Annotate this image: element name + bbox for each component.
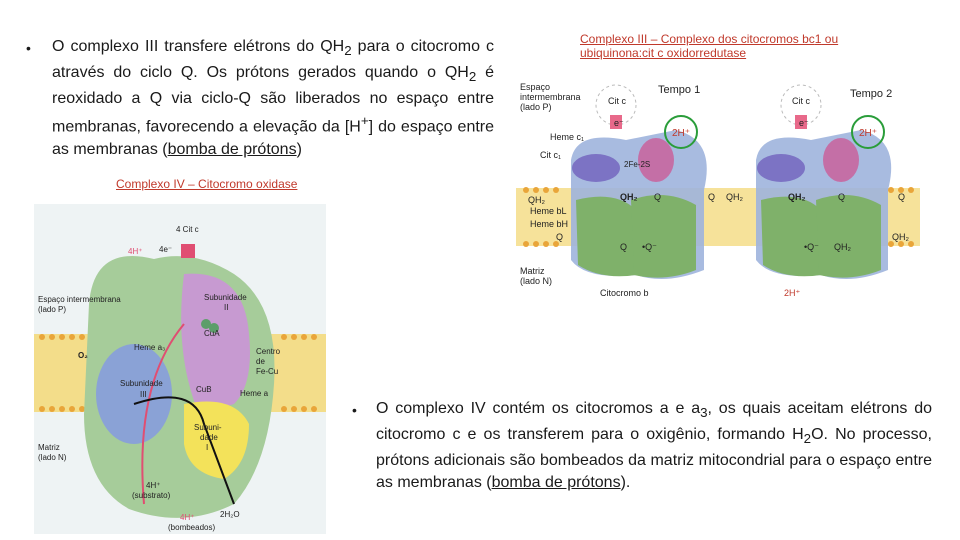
paragraph-complexo-iv: O complexo IV contém os citocromos a e $a_3$, os quais aceitam elétrons do citocromo c e os transferem para o oxigênio, formando $H_2O$. No processo, prótons adicionais são bombeados da matriz mitocondrial para o espaço entre as membranas (bomba de prótons). — [376, 400, 933, 492]
label-tempo-1: Tempo 1 — [658, 84, 701, 96]
label-centro-1: Centro — [256, 347, 281, 356]
label-bombeados-1: 4H⁺ — [180, 513, 195, 522]
label-qh2-c2: QH₂ — [788, 192, 806, 202]
label-2h-1: 2H⁺ — [672, 128, 691, 139]
label-matriz-1: Matriz — [520, 266, 545, 276]
cit-c-box — [181, 244, 195, 258]
label-e-2: e⁻ — [799, 118, 809, 128]
label-4-cit-c: 4 Cit c — [176, 225, 199, 234]
bullet-1: • — [26, 40, 31, 56]
label-sub-ii-2: II — [224, 303, 229, 312]
label-e-1: e⁻ — [614, 118, 624, 128]
label-heme-c1: Heme c₁ — [550, 132, 585, 142]
label-tempo-2: Tempo 2 — [850, 88, 893, 100]
complexo-iii-diagram — [516, 70, 920, 300]
label-qh2-mid: QH₂ — [726, 192, 743, 202]
label-cu-a: CuA — [204, 329, 220, 338]
label-citocromo-b: Citocromo b — [600, 288, 649, 298]
label-sub-iii-1: Subunidade — [120, 379, 163, 388]
label-q-right: Q — [898, 192, 906, 202]
label-matriz-c4-1: Matriz — [38, 443, 60, 452]
label-cu-b: CuB — [196, 385, 212, 394]
label-centro-3: Fe-Cu — [256, 367, 279, 376]
label-sub-ii-1: Subunidade — [204, 293, 247, 302]
label-heme-bh: Heme bH — [530, 219, 569, 229]
label-2fe2s: 2Fe-2S — [624, 160, 651, 169]
label-cit-c1: Cit c₁ — [540, 150, 562, 160]
label-qdot-c1: •Q⁻ — [642, 242, 657, 252]
label-2h-matrix: 2H⁺ — [784, 288, 801, 298]
label-o2: O₂ — [78, 351, 88, 360]
label-bombeados-2: (bombeados) — [168, 523, 216, 532]
complex-iii-left — [571, 85, 707, 279]
complexo-iv-diagram — [34, 204, 326, 534]
label-sub-i-3: I — [206, 443, 209, 452]
label-sub-iii-2: III — [140, 390, 147, 399]
label-heme-a3: Heme a₃ — [134, 343, 166, 352]
subunidade-iii-shape — [96, 344, 172, 444]
label-heme-a: Heme a — [240, 389, 269, 398]
title-complexo-iv: Complexo IV – Citocromo oxidase — [116, 177, 298, 191]
label-qh2-right: QH₂ — [892, 232, 909, 242]
label-substrato-1: 4H⁺ — [146, 481, 161, 490]
label-espaco-c4-2: (lado P) — [38, 305, 67, 314]
label-q-mid: Q — [708, 192, 716, 202]
paragraph-complexo-iii: O complexo III transfere elétrons do $QH_2$ para o citocromo c através do ciclo Q. Os prótons gerados quando o $QH_2$ é reoxidado a Q via ciclo-Q são liberados no espaço entre membranas, favorecendo a elevação da [H+] do espaço entre as membranas (bomba de prótons) — [52, 38, 495, 158]
label-q-bottom-c1: Q — [620, 242, 628, 252]
label-qh2-c1: QH₂ — [620, 192, 638, 202]
label-sub-i-2: dade — [200, 433, 218, 442]
label-q-c2: Q — [838, 192, 846, 202]
label-centro-2: de — [256, 357, 265, 366]
label-4h-top: 4H⁺ — [128, 247, 143, 256]
label-cit-c-2: Cit c — [792, 96, 810, 106]
label-q-c1: Q — [654, 192, 662, 202]
label-h2o: 2H₂O — [220, 510, 240, 519]
label-q-left: Q — [556, 232, 564, 242]
label-4e: 4e⁻ — [159, 245, 173, 254]
label-sub-i-1: Subuni- — [194, 423, 222, 432]
title-complexo-iii: Complexo III – Complexo dos citocromos bc1 ou ubiquinona:cit c oxidorredutase — [580, 32, 839, 60]
complex-iii-right — [756, 85, 891, 279]
label-espaco-3: (lado P) — [520, 102, 552, 112]
label-qh2-bottom-c2: QH₂ — [834, 242, 851, 252]
label-qdot-c2: •Q⁻ — [804, 242, 819, 252]
label-espaco-c4-1: Espaço intermembrana — [38, 295, 121, 304]
label-cit-c-1: Cit c — [608, 96, 626, 106]
label-espaco-2: intermembrana — [520, 92, 581, 102]
label-espaco-1: Espaço — [520, 82, 551, 92]
bullet-2: • — [352, 402, 357, 418]
label-substrato-2: (substrato) — [132, 491, 171, 500]
label-heme-bl: Heme bL — [530, 206, 567, 216]
label-matriz-c4-2: (lado N) — [38, 453, 67, 462]
link-bomba-de-protons-1[interactable]: bomba de prótons — [167, 140, 297, 158]
label-matriz-2: (lado N) — [520, 276, 553, 286]
link-bomba-de-protons-2[interactable]: bomba de prótons — [491, 474, 621, 492]
label-2h-2: 2H⁺ — [859, 128, 878, 139]
label-qh2-left: QH₂ — [528, 195, 545, 205]
